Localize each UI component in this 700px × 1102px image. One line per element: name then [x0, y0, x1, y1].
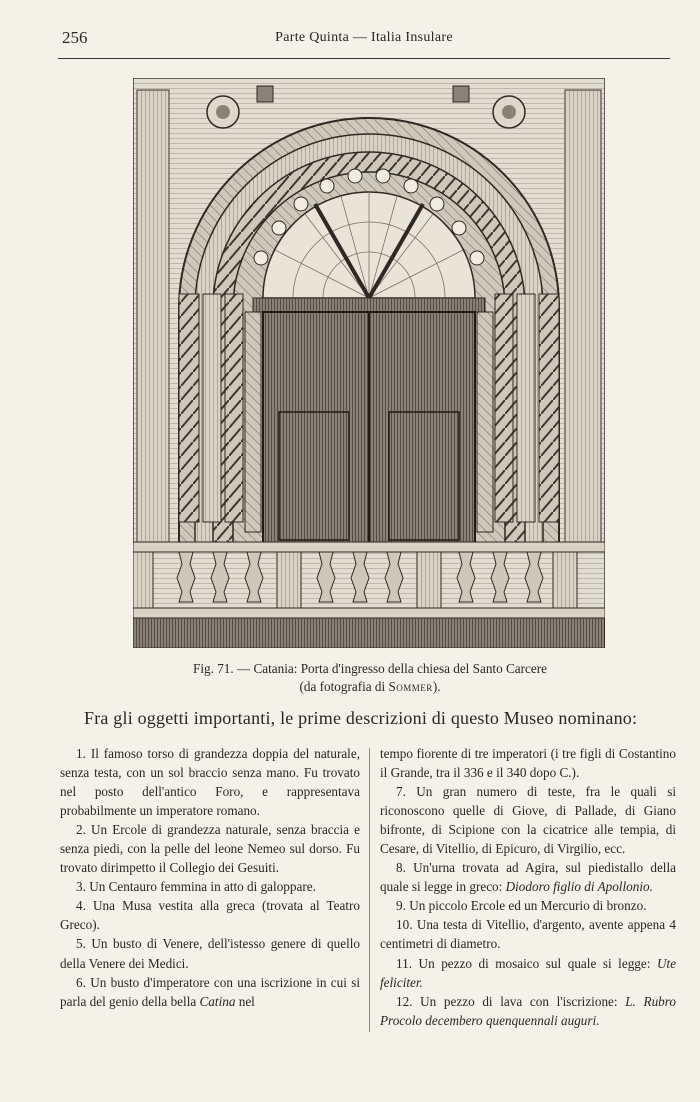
- list-item: 3. Un Centauro femmina in atto di galoppare.: [76, 879, 316, 895]
- list-item-continuation: tempo fiorente di tre imperatori (i tre figli di Costantino il Grande, tra il 336 e il 340 dopo C.).: [380, 746, 676, 781]
- list-item: 12. Un pezzo di lava con l'iscrizione: L. Rubro Procolo decembero quenquennali auguri.: [380, 993, 676, 1028]
- list-item: 11. Un pezzo di mosaico sul quale si legge: Ute feliciter.: [380, 955, 676, 990]
- steps: [133, 618, 605, 648]
- caption-line-1: Fig. 71. — Catania: Porta d'ingresso della chiesa del Santo Carcere: [193, 661, 547, 676]
- door-lintel: [253, 298, 485, 312]
- list-item: 5. Un busto di Venere, dell'istesso genere di quello della Venere dei Medici.: [60, 936, 360, 971]
- figure-illustration: [133, 78, 605, 648]
- balustrade-post-4: [553, 552, 577, 608]
- left-corner-rosette-center: [216, 105, 230, 119]
- photographer-name: Sommer: [388, 679, 433, 694]
- left-column: [60, 744, 360, 1011]
- caption-line-2: (da fotografia di Sommer).: [299, 679, 441, 694]
- balustrade-post-2: [277, 552, 301, 608]
- list-item: 8. Un'urna trovata ad Agira, sul piedistallo della quale si legge in greco: Diodoro figlio di Apollonio.: [380, 860, 676, 895]
- page-header: [58, 28, 670, 54]
- running-title: Parte Quinta — Italia Insulare: [275, 30, 453, 45]
- right-corner-rosette-center: [502, 105, 516, 119]
- column-divider: [369, 748, 370, 1032]
- balustrade-rail: [133, 542, 605, 552]
- figure-caption: [100, 660, 640, 696]
- right-pilaster: [565, 90, 601, 542]
- list-item: 7. Un gran numero di teste, fra le quali si riconoscono quelle di Giove, di Pallade, di Giano bifronte, di Scipione con la cicatrice alle tempia, di Cesare, di Vitellio, di Epicuro, di Virgilio, ecc.: [380, 784, 676, 857]
- section-intro: Fra gli oggetti importanti, le prime descrizioni di questo Museo nominano:: [84, 708, 638, 728]
- church-portal-engraving: [133, 78, 605, 648]
- left-pilaster: [137, 90, 169, 542]
- balustrade-base: [133, 608, 605, 618]
- list-item: 10. Una testa di Vitellio, d'argento, avente appena 4 centimetri di diametro.: [380, 917, 676, 952]
- right-corner-tile: [453, 86, 469, 102]
- list-item: 6. Un busto d'imperatore con una iscrizione in cui si parla del genio della bella Catina nel: [60, 974, 360, 1009]
- page-number: 256: [62, 28, 88, 47]
- left-corner-tile: [257, 86, 273, 102]
- list-item: 1. Il famoso torso di grandezza doppia del naturale, senza testa, con un sol braccio senza mano. Fu trovato nel posto dell'antico Foro, e rappresentava probabilmente un imperatore romano.: [60, 746, 360, 819]
- balustrade-post-3: [417, 552, 441, 608]
- balustrade-post-1: [133, 552, 153, 608]
- list-item: 4. Una Musa vestita alla greca (trovata al Teatro Greco).: [60, 898, 360, 933]
- right-column: [380, 744, 676, 1030]
- door-panel-left: [279, 412, 349, 540]
- list-item: 9. Un piccolo Ercole ed un Mercurio di bronzo.: [396, 898, 647, 914]
- header-rule: [58, 58, 670, 59]
- list-item: 2. Un Ercole di grandezza naturale, senza braccia e senza piedi, con la pelle del leone Nemeo sul dorso. Fu trovato dirimpetto il Collegio dei Gesuiti.: [60, 822, 360, 876]
- door-panel-right: [389, 412, 459, 540]
